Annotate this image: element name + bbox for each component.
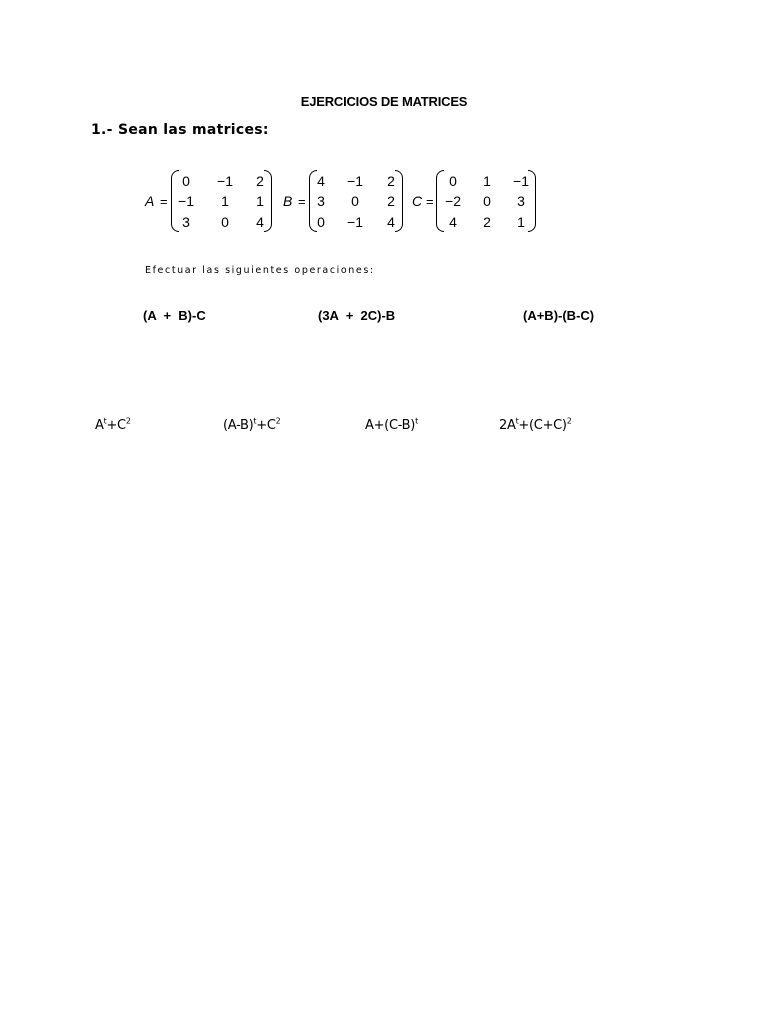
matrix-label: B bbox=[283, 193, 293, 209]
equals-sign: = bbox=[426, 194, 434, 209]
matrix-cell: 0 bbox=[351, 193, 359, 209]
operation-5 bbox=[223, 418, 280, 433]
matrix-cell: 4 bbox=[387, 214, 395, 230]
matrix-cell: −2 bbox=[445, 193, 461, 209]
matrix-label: C bbox=[412, 193, 423, 209]
op-part: A+(C-B) bbox=[365, 418, 416, 433]
equals-sign: = bbox=[298, 194, 306, 209]
matrix-cell: 2 bbox=[387, 193, 395, 209]
superscript: t bbox=[103, 416, 107, 426]
matrix-cell: 0 bbox=[449, 173, 457, 189]
matrix-cell: −1 bbox=[513, 173, 529, 189]
matrix-cell: 4 bbox=[317, 173, 325, 189]
operation-6 bbox=[365, 418, 418, 433]
matrix-cell: 1 bbox=[256, 193, 264, 209]
matrix-cell: 1 bbox=[221, 193, 229, 209]
matrix-cell: −1 bbox=[347, 173, 363, 189]
exercise-heading: 1.- Sean las matrices: bbox=[91, 122, 269, 138]
right-bracket bbox=[395, 170, 403, 232]
matrix-cell: −1 bbox=[178, 193, 194, 209]
superscript: 2 bbox=[125, 416, 131, 426]
matrix-cell: 3 bbox=[317, 193, 325, 209]
matrix-cell: 2 bbox=[256, 173, 264, 189]
operation-7 bbox=[499, 418, 572, 433]
operation-4 bbox=[95, 418, 131, 433]
op-part: +(C+C) bbox=[518, 418, 567, 433]
op-part: A bbox=[95, 418, 104, 433]
matrix-cell: 0 bbox=[483, 193, 491, 209]
operation-3: (A+B)-(B-C) bbox=[523, 308, 595, 323]
matrix-cell: 0 bbox=[182, 173, 190, 189]
operation-1: (A + B)-C bbox=[143, 308, 206, 323]
op-part: 2A bbox=[499, 418, 516, 433]
superscript: t bbox=[415, 416, 418, 426]
right-bracket bbox=[528, 170, 536, 232]
superscript: t bbox=[253, 416, 257, 426]
matrix-cell: 1 bbox=[483, 173, 491, 189]
matrix-cell: 3 bbox=[517, 193, 525, 209]
matrix-cell: 2 bbox=[483, 214, 491, 230]
matrix-definitions bbox=[140, 168, 560, 236]
matrix-cell: 0 bbox=[221, 214, 229, 230]
right-bracket bbox=[264, 170, 272, 232]
superscript: 2 bbox=[566, 416, 572, 426]
document-title: EJERCICIOS DE MATRICES bbox=[300, 94, 468, 109]
matrix-cell: 2 bbox=[387, 173, 395, 189]
matrix-cell: 4 bbox=[449, 214, 457, 230]
matrix-label: A bbox=[145, 193, 155, 209]
matrix-cell: −1 bbox=[217, 173, 233, 189]
operation-2: (3A + 2C)-B bbox=[318, 308, 396, 323]
matrix-cell: −1 bbox=[347, 214, 363, 230]
op-part: (A-B) bbox=[223, 418, 254, 433]
equals-sign: = bbox=[160, 194, 168, 209]
op-part: +C bbox=[106, 418, 126, 433]
matrix-cell: 4 bbox=[256, 214, 264, 230]
superscript: 2 bbox=[275, 416, 281, 426]
matrix-cell: 1 bbox=[517, 214, 525, 230]
instruction-text: Efectuar las siguientes operaciones: bbox=[145, 265, 375, 276]
superscript: t bbox=[515, 416, 519, 426]
op-part: +C bbox=[256, 418, 276, 433]
matrix-cell: 0 bbox=[317, 214, 325, 230]
matrix-cell: 3 bbox=[182, 214, 190, 230]
